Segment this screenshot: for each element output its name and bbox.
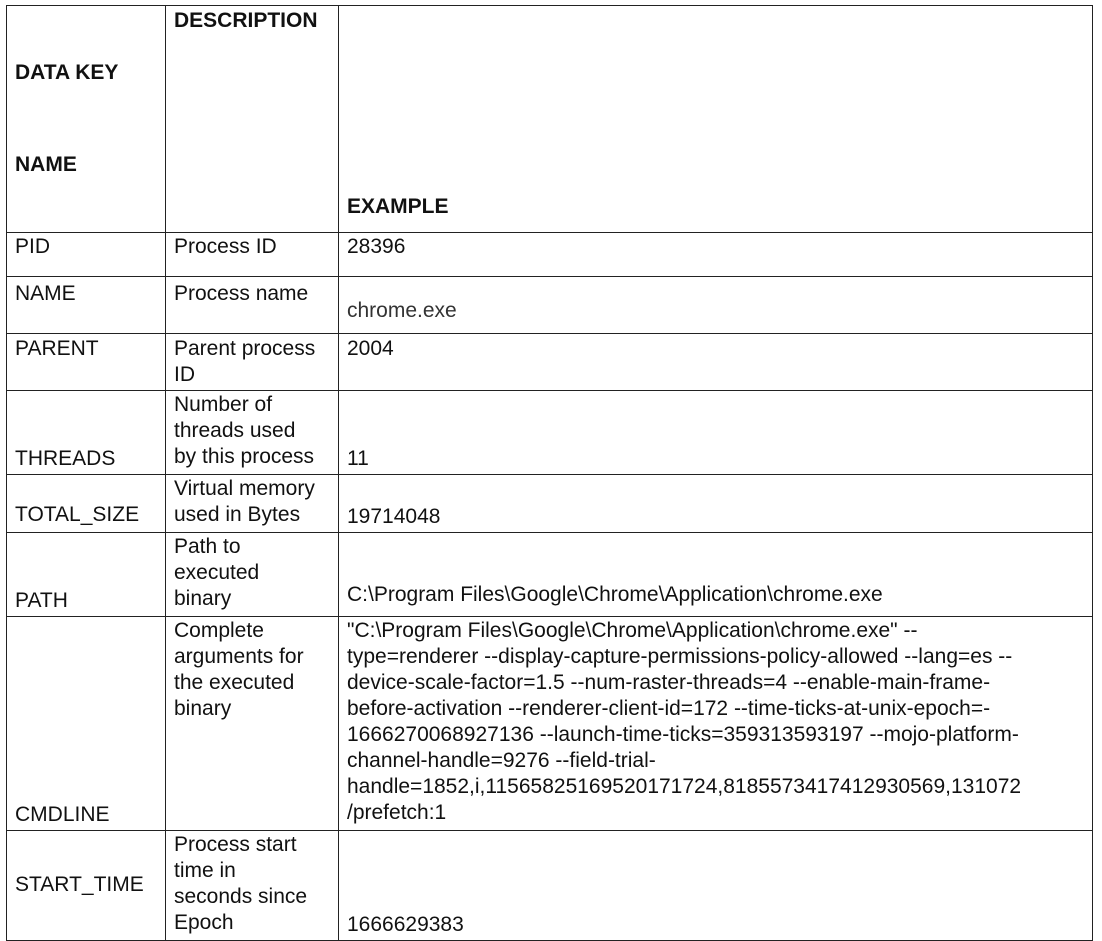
description-cell: Process ID: [166, 233, 339, 277]
example-cell: 2004: [339, 334, 1093, 391]
example-cell-cmdline: "C:\Program Files\Google\Chrome\Application\chrome.exe" -- type=renderer --display-capture-permissions-policy-allowed --lang=es -- device-scale-factor=1.5 --num-raster-threads=4 --enable-main-frame- before-activation --renderer-client-id=172 --time-ticks-at-unix-epoch=- 1666270068927136 --launch-time-ticks=359313593197 --mojo-platform- channel-handle=9276 --field-trial- handle=1852,i,11565825169520171724,8185573417412930569,131072 /prefetch:1: [339, 617, 1093, 831]
table-row-threads: [7, 391, 1093, 475]
description-cell: Parent process ID: [166, 334, 339, 391]
table-row-total-size: [7, 475, 1093, 533]
key-cell: PID: [7, 233, 166, 277]
header-data-key-name: [7, 6, 166, 233]
key-cell: PATH: [7, 533, 166, 617]
header-row: [7, 6, 1093, 233]
table-row-name: [7, 277, 1093, 334]
table-row-parent: [7, 334, 1093, 391]
description-cell: Number of threads used by this process: [166, 391, 339, 475]
table-row-cmdline: [7, 617, 1093, 831]
key-cell: NAME: [7, 277, 166, 334]
key-cell: THREADS: [7, 391, 166, 475]
key-cell: START_TIME: [7, 831, 166, 941]
description-cell: Process start time in seconds since Epoch: [166, 831, 339, 941]
key-cell: PARENT: [7, 334, 166, 391]
description-cell: Process name: [166, 277, 339, 334]
table-row-start-time: [7, 831, 1093, 941]
table-row-pid: [7, 233, 1093, 277]
example-cell: 19714048: [339, 475, 1093, 533]
table-row-path: [7, 533, 1093, 617]
example-cell: chrome.exe: [339, 277, 1093, 334]
key-cell: CMDLINE: [7, 617, 166, 831]
example-cell: 28396: [339, 233, 1093, 277]
header-example: EXAMPLE: [339, 6, 1093, 233]
example-cell: 11: [339, 391, 1093, 475]
data-key-table: [6, 5, 1093, 941]
example-cell: 1666629383: [339, 831, 1093, 941]
key-cell: TOTAL_SIZE: [7, 475, 166, 533]
description-cell: Path to executed binary: [166, 533, 339, 617]
header-data-key-line1: DATA KEY: [15, 61, 119, 84]
description-cell: Virtual memory used in Bytes: [166, 475, 339, 533]
header-data-key-line2: NAME: [15, 153, 77, 176]
description-cell: Complete arguments for the executed binary: [166, 617, 339, 831]
example-cell: C:\Program Files\Google\Chrome\Application\chrome.exe: [339, 533, 1093, 617]
header-description: DESCRIPTION: [166, 6, 339, 233]
